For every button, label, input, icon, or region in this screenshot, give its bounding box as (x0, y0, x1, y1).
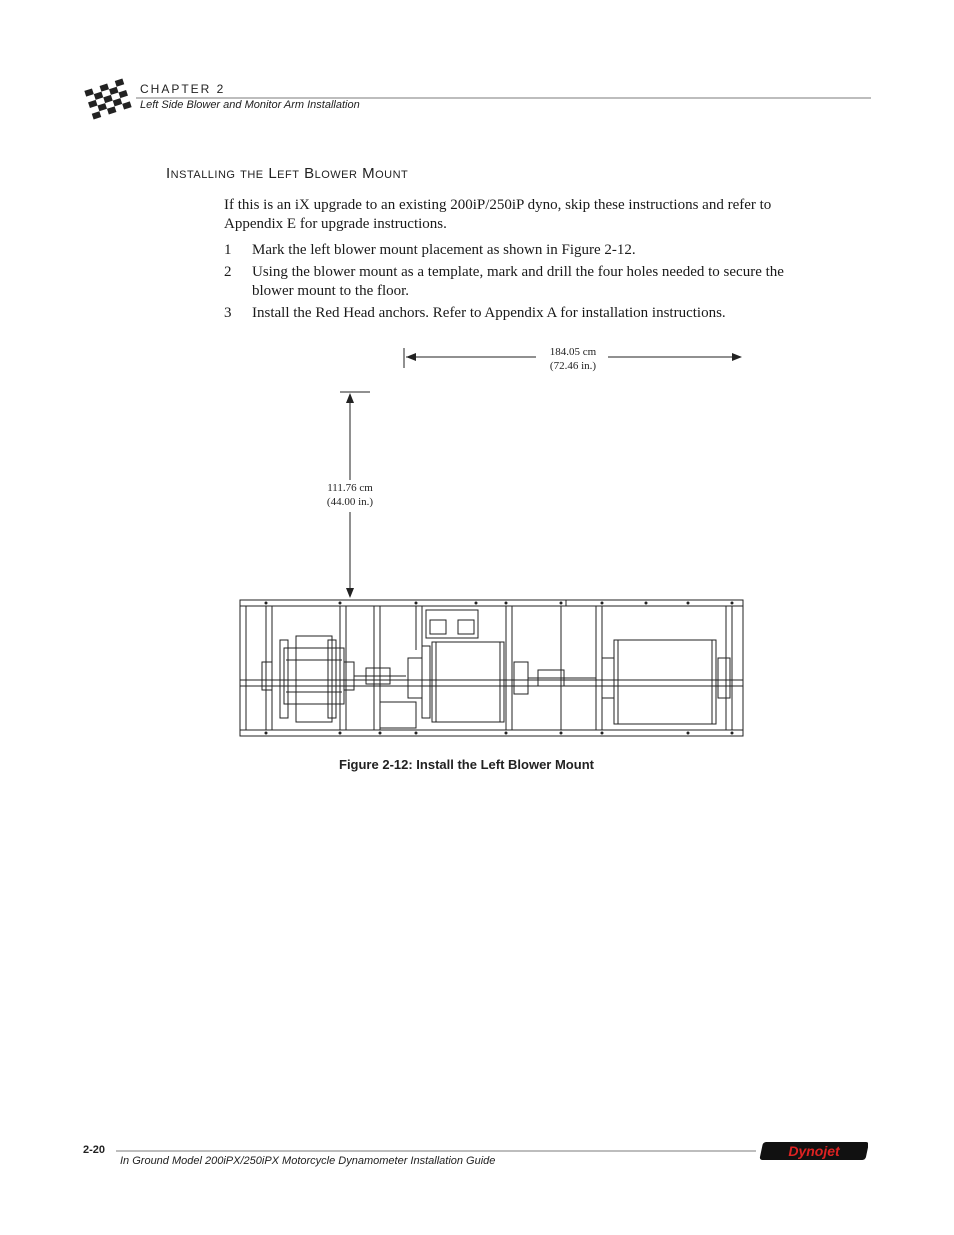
step-number: 1 (224, 242, 232, 258)
footer-divider (116, 1150, 756, 1152)
footer-title: In Ground Model 200iPX/250iPX Motorcycle Dynamometer Installation Guide (120, 1155, 496, 1167)
blower-mount-diagram (236, 340, 748, 740)
step-number: 3 (224, 305, 232, 321)
chapter-label: CHAPTER 2 (140, 82, 226, 96)
checkered-flag-icon (80, 76, 136, 122)
horizontal-dimension-in: (72.46 in.) (549, 360, 597, 372)
mount-bolt-markers (265, 602, 734, 735)
vertical-dimension (340, 392, 370, 598)
svg-text:Dynojet: Dynojet (788, 1143, 840, 1159)
dynojet-logo (758, 1138, 868, 1164)
vertical-dimension-cm: 111.76 cm (327, 482, 373, 494)
vertical-dimension-in: (44.00 in.) (326, 496, 374, 508)
dyno-frame-drawing (240, 600, 743, 736)
horizontal-dimension-cm: 184.05 cm (549, 346, 597, 358)
step-text: Mark the left blower mount placement as shown in Figure 2-12. (252, 242, 636, 258)
chapter-subtitle: Left Side Blower and Monitor Arm Installation (140, 99, 360, 111)
step-text: Using the blower mount as a template, mark and drill the four holes needed to secure the blower mount to the floor. (252, 264, 784, 299)
step-number: 2 (224, 264, 232, 280)
intro-paragraph: If this is an iX upgrade to an existing 200iP/250iP dyno, skip these instructions and refer to Appendix E for upgrade instructions. (224, 197, 772, 232)
section-title: Installing the Left Blower Mount (166, 165, 409, 182)
figure-caption: Figure 2-12: Install the Left Blower Mount (339, 757, 594, 772)
page-number: 2-20 (83, 1144, 106, 1156)
step-text: Install the Red Head anchors. Refer to Appendix A for installation instructions. (252, 305, 726, 321)
